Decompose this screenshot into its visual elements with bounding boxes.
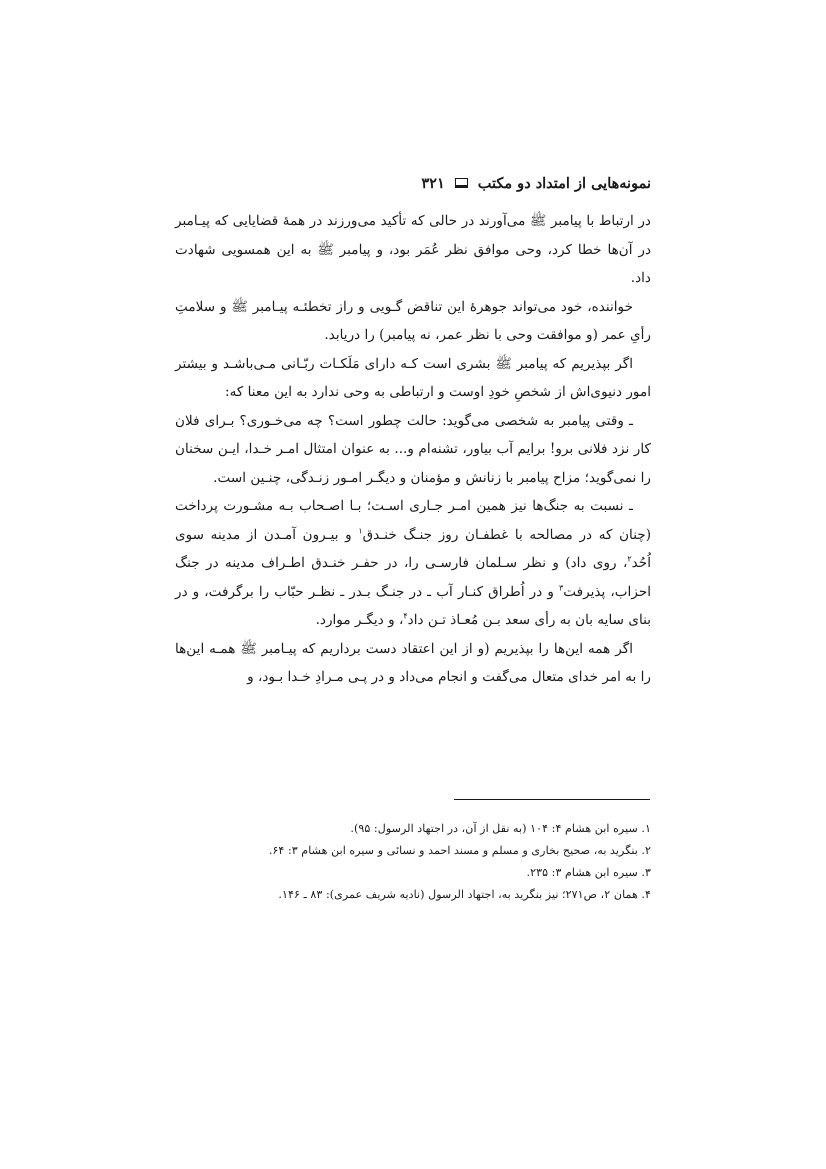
page-number: ۳۲۱ [421,174,445,192]
footnote-ref-3[interactable]: ۳ [558,582,564,592]
paragraph-5-part-c: ، روی داد) و نظر سـلمان فارسـی را، در حفـر خنـدق اطـراف مدینه در جنگ احزاب، پذیرفت [175,555,651,600]
footnotes [175,818,651,906]
paragraph-5-part-e: ، و دیگـر موارد. [315,612,404,628]
footnote-2: ۲. بنگرید به، صحیح بخاری و مسلم و مسند احمد و نسائی و سیره ابن هشام ۳: ۶۴. [268,844,651,857]
paragraph-5-part-b: و بیـرون آمـدن از مدینه سوی اُحُد [175,526,651,571]
footnote-ref-4[interactable]: ۴ [403,611,408,621]
box-icon [455,178,468,188]
footnote-1: ۱. سیره ابن هشام ۴: ۱۰۴ (به نقل از آن، در اجتهاد الرسول: ۹۵). [350,822,651,835]
paragraph-3: اگر بپذیریم که پیامبر ﷺ بشری است کـه دارای مَلَکـات ربّـانی مـی‌باشـد و بیشتر امور دنیوی‌اش از شخصِ خودِ اوست و ارتباطی به وحی ندارد به این معنا که: [175,355,651,400]
running-header [175,171,651,195]
paragraph-6: اگر همه این‌ها را بپذیریم (و از این اعتقاد دست برداریم که پیـامبر ﷺ همـه این‌ها را به امر خدای متعال می‌گفت و انجام می‌داد و در پـی مـرادِ خـدا بـود، و [175,640,651,685]
paragraph-4: ـ وقتی پیامبر به شخصی می‌گوید: حالت چطور است؟ چه می‌خـوری؟ بـرای فلان کار نزد فلانی برو! برایم آب بیاور، تشنه‌ام و... به عنوان امتثال امـر خـدا، ایـن سخنان را نمی‌گوید؛ مزاح پیامبر با زنانش و مؤمنان و دیگـر امـور زنـدگی، چنـین است. [175,412,651,486]
footnote-divider [454,799,650,800]
main-text [175,207,651,692]
paragraph-5-part-d: و در اُطراق کنـار آب ـ در جنـگ بـدر ـ نظـر حبّاب را برگرفت، و در بنای سایه بان به رأی سعد بـن مُعـاذ تـن داد [175,583,651,628]
footnote-ref-2[interactable]: ۲ [627,554,632,564]
footnote-4: ۴. همان ۲، ص۲۷۱؛ نیز بنگرید به، اجتهاد الرسول (نادیه شریف عمری): ۸۳ ـ ۱۴۶. [278,888,651,901]
paragraph-5 [175,492,651,635]
page-header-title: نمونه‌هایی از امتداد دو مکتب [477,174,651,192]
footnote-3: ۳. سیره ابن هشام ۳: ۲۳۵. [526,866,651,879]
paragraph-5-part-a: ـ نسبت به جنگ‌ها نیز همین امـر جـاری اسـت؛ بـا اصـحاب بـه مشـورت پرداخت (چنان که در مصالحه با غطفـان روز جنـگ خنـدق [175,498,651,543]
paragraph-2: خواننده، خود می‌تواند جوهرهٔ این تناقض گـویی و راز تخطئـه پیـامبر ﷺ و سلامتِ رأیِ عمر (و موافقت وحی با نظر عمر، نه پیامبر) را دریابد. [175,298,651,343]
footnote-ref-1[interactable]: ۱ [358,525,363,535]
paragraph-1: در ارتباط با پیامبر ﷺ می‌آورند در حالی که تأکید می‌ورزند در همهٔ قضایایی که پیـامبر در آن‌ها خطا کرد، وحی موافق نظر عُمَر بود، و پیامبر ﷺ به این همسویی شهادت داد. [175,213,651,286]
